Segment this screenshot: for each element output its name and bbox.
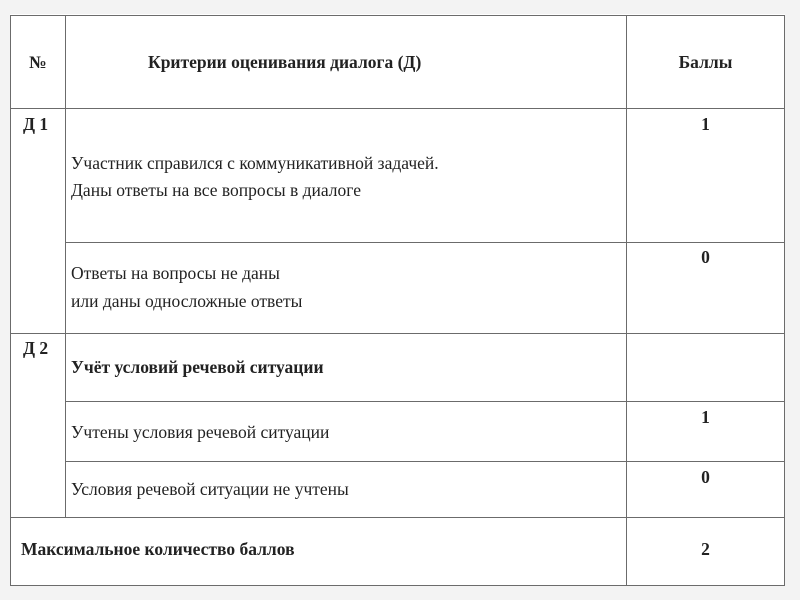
d2-row2-points: 0 <box>701 467 710 487</box>
d2-row1-points: 1 <box>701 407 710 427</box>
max-points-value: 2 <box>701 539 710 559</box>
table-border-left <box>10 15 11 586</box>
d2-row2-text: Условия речевой ситуации не учтены <box>71 479 349 499</box>
d1-bottom-border <box>10 333 785 334</box>
number-column-divider <box>65 15 66 518</box>
d1-row1-points: 1 <box>701 114 710 134</box>
d2-code: Д 2 <box>23 338 49 358</box>
header-number: № <box>29 52 47 72</box>
header-criteria: Критерии оценивания диалога (Д) <box>148 52 422 72</box>
document-page <box>10 14 785 586</box>
points-column-divider <box>626 15 627 586</box>
d1-row2-points: 0 <box>701 247 710 267</box>
d1-row2-line2: или даны односложные ответы <box>71 291 303 311</box>
header-bottom-border <box>10 108 785 109</box>
d1-code: Д 1 <box>23 114 49 134</box>
max-points-label: Максимальное количество баллов <box>21 539 295 559</box>
d1-row1-line2: Даны ответы на все вопросы в диалоге <box>71 180 361 200</box>
table-border-right <box>784 15 785 586</box>
header-points: Баллы <box>678 52 733 72</box>
table-border-top <box>10 15 785 16</box>
d2-row-divider <box>65 461 785 462</box>
d1-row-divider <box>65 242 785 243</box>
d2-bottom-border <box>10 517 785 518</box>
d1-row2-line1: Ответы на вопросы не даны <box>71 263 280 283</box>
d2-title-divider <box>65 401 785 402</box>
d2-row1-text: Учтены условия речевой ситуации <box>71 422 330 442</box>
table-border-bottom <box>10 585 785 586</box>
d1-row1-line1: Участник справился с коммуникативной задачей. <box>71 153 439 173</box>
d2-title: Учёт условий речевой ситуации <box>71 357 324 377</box>
